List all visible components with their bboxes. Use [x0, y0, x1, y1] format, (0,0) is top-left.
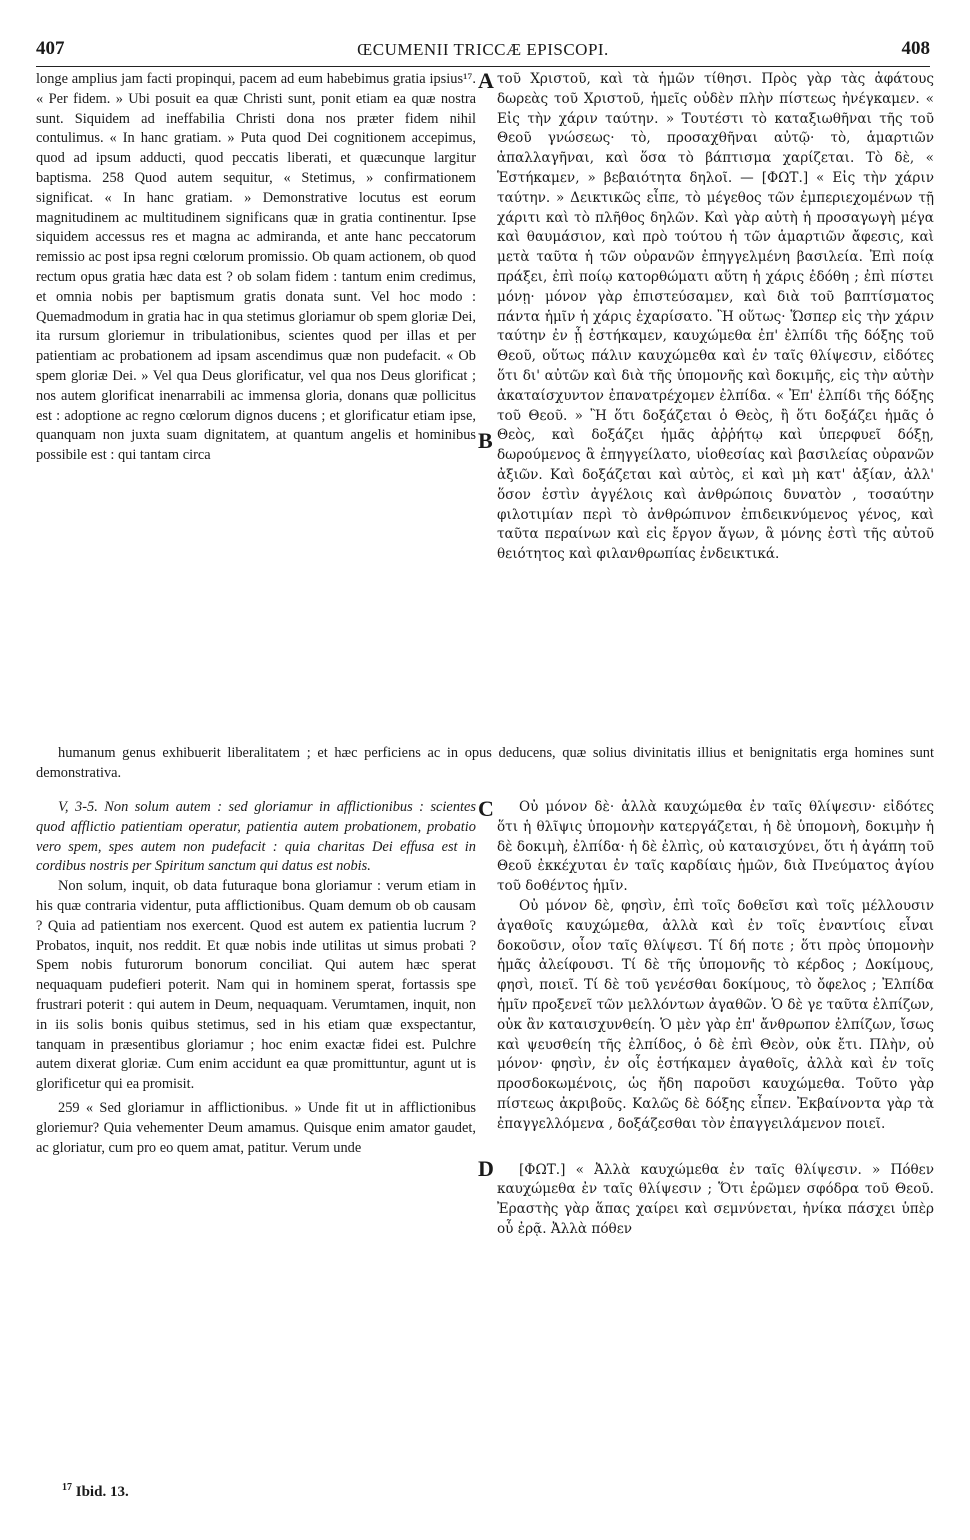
- latin-paragraph-2: Non solum, inquit, ob data futuraque bona gloriamur : verum etiam in his quæ contraria videntur, puta afflictionibus. Quam demum ob ob causam ? Quia ad patientiam nos exercent. Quod est autem ex patientia lucrum ? Probatos, inquit, nos reddit. Et quæ nobis inde utilitas ut simus probati ? Spem nobis futurorum bonorum conciliat. Qui autem hæc sperat nequaquam pudefieri poterit. Nam qui in hominem sperat, fortassis spe frustrari poterit : qui autem in Deum, nequaquam. Verumtamen, inquit, non in iis solis bonis quibus stetimus, sed in his etiam quæ exspectantur, tanquam in præsentibus gloriamur ; hoc enim exactæ fidei est. Pulchre autem dixerat gloriæ. Cum enim accidunt ea quæ promittuntur, agunt ut is glorificetur qui ea promisit.: [36, 878, 476, 1093]
- latin-verse: V, 3-5. Non solum autem : sed gloriamur in afflictionibus : scientes quod afflictio patientiam operatur, patientia autem probationem, probatio vero spem, spes autem non pudefacit : quia charitas Dei effusa est in cordibus nostris per Spiritum sanctum qui datus est nobis.: [36, 799, 476, 875]
- latin-paragraph-1: longe amplius jam facti propinqui, pacem ad eum habebimus gratia ipsius¹⁷. « Per fidem. » Ubi posuit ea quæ Christi sunt, ponit etiam ea quæ nostra sunt. Siquidem ad ineffabilia Christi dona nos præter fidem nihil contulimus. « In hanc gratiam. » Puta quod Dei cognitionem accepimus, quod ad ipsum adducti, quod peccatis liberati, et quæcunque largitur baptisma. 258 Quod autem sequitur, « Stetimus, » confirmationem significat. « In hanc gratiam. » Demonstrative locutus est eorum magnitudinem ac multitudinem significans quæ in gratia continentur. Ipse siquidem accessus res et magna ac admiranda, et ante hanc peccatorum remissio ac post ipsa regni cœlorum promissio. Ob quam actionem, ob quod rectum opus gratia hæc data est ? ob solam fidem : tantum enim credimus, et omnia nobis per baptismum gratis donata sunt. Vel hoc modo : Quemadmodum in gratia hac in qua stetimus gloriamur ob spem gloriæ Dei, ita rursum gloriemur in tribulationibus, scientes quod per illas et per patientiam ac probationem ad ipsam ascendimus quæ non pudefacit. « Ob spem gloriæ Dei. » Vel qua Deus glorificatur, vel qua nos Deus glorificat ; nos autem glorificat inenarrabili ac immensa gloria, donans quæ pollicitus est : adoptione ac regno cœlorum dignos ducens ; et glorificatur etiam ipse, quanquam non juxta suam dignitatem, at quantum angelis et hominibus possibile est : qui tantam circa: [36, 71, 476, 464]
- full-width-line: [36, 744, 934, 784]
- greek-column-bottom: [497, 798, 934, 1240]
- greek-paragraph-3: [ΦΩΤ.] « Ἀλλὰ καυχώμεθα ἐν ταῖς θλίψεσιν. » Πόθεν καυχώμεθα ἐν ταῖς θλίψεσιν ; Ὅτι ἐρῶμεν σφόδρα τοῦ Θεοῦ. Ἐραστὴς γὰρ ἅπας χαίρει καὶ σεμνύνεται, ἡνίκα πάσχει ὑπὲρ οὗ ἐρᾷ. Ἀλλὰ πόθεν: [497, 1161, 934, 1237]
- greek-paragraph-1: τοῦ Χριστοῦ, καὶ τὰ ἡμῶν τίθησι. Πρὸς γὰρ τὰς ἀφάτους δωρεὰς τοῦ Χριστοῦ, ἡμεῖς οὐδὲν πλὴν πίστεως ἠνέγκαμεν. « Εἰς τὴν χάριν ταύτην. » Τουτέστι τὸ καταξιωθῆναι τῆς τοῦ Θεοῦ γνώσεως· τὸ, προσαχθῆναι αὐτῷ· τὸ, ἁμαρτιῶν ἀπαλλαγῆναι, καὶ ὅσα τὸ βάπτισμα χαρίζεται. Τὸ δὲ, « Ἑστήκαμεν, » βεβαιότητα δηλοῖ. — [ΦΩΤ.] « Εἰς τὴν χάριν ταύτην. » Δεικτικῶς εἶπε, τὸ μέγεθος τῶν ἐμπεριεχομένων τῇ χάριτι καὶ τὸ πλῆθος δηλῶν. Καὶ γὰρ αὐτὴ ἡ προσαγωγὴ μέγα καὶ θαυμάσιον, καὶ πρὸ τούτου ἡ τῶν ἁμαρτιῶν ἄφεσις, καὶ μετὰ ταῦτα ἡ τῶν οὐρανῶν ἐπηγγελμένη βασιλεία. Ἐπὶ ποίᾳ πράξει, ἐπὶ ποίῳ κατορθώματι αὕτη ἡ χάρις ἐδόθη ; ἐπὶ πίστει μόνῃ· μόνον γὰρ ἐπιστεύσαμεν, καὶ διὰ τοῦ βαπτίσματος πάντα ἡμῖν ἡ χάρις ἐχαρίσατο. Ἢ οὕτως· Ὥσπερ εἰς τὴν χάριν ταύτην ἐν ᾗ ἑστήκαμεν, καυχώμεθα ἐπ' ἐλπίδι τῆς δόξης τοῦ Θεοῦ, οὕτως πάλιν καυχώμεθα καὶ ἐν ταῖς θλίψεσιν, εἰδότες ὅτι δι' αὐτῶν καὶ διὰ τῆς ὑπομονῆς καὶ δοκιμῆς, εἰς τὴν αὐτὴν ἀκαταίσχυντον ἐπανατρέχομεν ἐλπίδα. « Ἐπ' ἐλπίδι τῆς δόξης τοῦ Θεοῦ. » Ἢ ὅτι δοξάζεται ὁ Θεὸς, ἢ ὅτι δοξάζει ἡμᾶς ὁ Θεὸς, καὶ δοξάζει ἡμᾶς ἀῤῥήτῳ καὶ ὑπερφυεῖ δόξῃ, δωρούμενος ἃ ἐπηγγείλατο, υἱοθεσίας καὶ βασιλείας οὐρανῶν ἀξιῶν. Καὶ δοξάζεται καὶ αὐτὸς, εἰ καὶ μὴ κατ' ἀξίαν, ἀλλ' ὅσον ἐστὶν ἀγγέλοις καὶ ἀνθρώποις δυνατὸν , τοσαύτην φιλοτιμίαν περὶ τὸ ἀνθρώπινον ἐπιδεικνύμενος γένος, καὶ ταῦτα περαίνων καὶ εἰς ἔργον ἄγων, ἃ μόνης ἐστὶ τῆς αὐτοῦ θειότητος καὶ φιλανθρωπίας ἐνδεικτικά.: [497, 71, 934, 563]
- greek-verse: Οὐ μόνον δὲ· ἀλλὰ καυχώμεθα ἐν ταῖς θλίψεσιν· εἰδότες ὅτι ἡ θλῖψις ὑπομονὴν κατεργάζεται, ἡ δὲ ὑπομονὴ, δοκιμὴν ἡ δὲ δοκιμὴ, ἐλπίδα· ἡ δὲ ἐλπὶς, οὐ καταισχύνει, ὅτι ἡ ἀγάπη τοῦ Θεοῦ ἐκκέχυται ἐν ταῖς καρδίαις ἡμῶν, διὰ Πνεύματος ἁγίου τοῦ δοθέντος ἡμῖν.: [497, 799, 934, 895]
- latin-column-bottom: [36, 798, 476, 1158]
- footnote: [62, 1482, 129, 1501]
- latin-paragraph-3: 259 « Sed gloriamur in afflictionibus. » Unde fit ut in afflictionibus gloriemur? Quia vehementer Deum amamus. Quisque enim amator gaudet, ac gloriatur, cum pro eo quem amat, patitur. Verum unde: [36, 1099, 476, 1156]
- running-title: ŒCUMENII TRICCÆ EPISCOPI.: [357, 40, 609, 59]
- page-number-left: 407: [36, 38, 65, 59]
- footnote-number: 17: [62, 1482, 72, 1493]
- greek-paragraph-2: Οὐ μόνον δὲ, φησὶν, ἐπὶ τοῖς δοθεῖσι καὶ τοῖς μέλλουσιν ἀγαθοῖς καυχώμεθα, ἀλλὰ καὶ ἐν τοῖς ἐναντίοις εἶναι δοκοῦσιν, οἷον ταῖς θλίψεσι. Τί δή ποτε ; ὅτι πρὸς ὑπομονὴν ἡμᾶς ἀλείφουσι. Τί δὲ τῆς ὑπομονῆς τὸ κέρδος ; Δοκίμους, φησὶ, ποιεῖ. Τί δὲ τοῦ γενέσθαι δοκίμους, τὸ ὄφελος ; Ἐλπίδα ἡμῖν προξενεῖ τῶν μελλόντων ἀγαθῶν. Ὁ δὲ γε ταῦτα ἐλπίζων, οὐκ ἂν καταισχυνθείη. Ὁ μὲν γὰρ ἐπ' ἄνθρωπον ἐλπίζων, ἴσως καὶ ψευσθείη τῆς ἐλπίδος, ὁ δὲ ἐπὶ Θεὸν, οὐκ ἔτι. Πλὴν, οὐ μόνον· φησὶν, ἐν οἷς ἑστήκαμεν ἀγαθοῖς, ἀλλὰ καὶ ἐν τοῖς προσδοκωμένοις, ὡς ἤδη παροῦσι καυχώμεθα. Τοῦτο γὰρ πίστεως ἀκριβοῦς. Καλῶς δὲ δόξης εἶπεν. Ἐκβαίνοντα γὰρ τὰ ἐπαγγελλόμενα , δοξάζεσθαι τὸν ἐπαγγειλάμενον ποιεῖ.: [497, 897, 934, 1132]
- margin-marker-c: C: [478, 796, 494, 821]
- margin-marker-a: A: [478, 68, 494, 93]
- margin-marker-d: D: [478, 1156, 494, 1181]
- greek-column-top: [497, 70, 934, 565]
- latin-full-width-text: humanum genus exhibuerit liberalitatem ; et hæc perficiens ac in opus deducens, quæ solius divinitatis illius et benignitatis erga homines sunt demonstrativa.: [36, 745, 934, 781]
- page-header: [36, 36, 930, 67]
- latin-column-top: [36, 70, 476, 466]
- footnote-text: Ibid. 13.: [75, 1484, 129, 1500]
- page-number-right: 408: [901, 38, 930, 59]
- margin-marker-b: B: [478, 428, 493, 453]
